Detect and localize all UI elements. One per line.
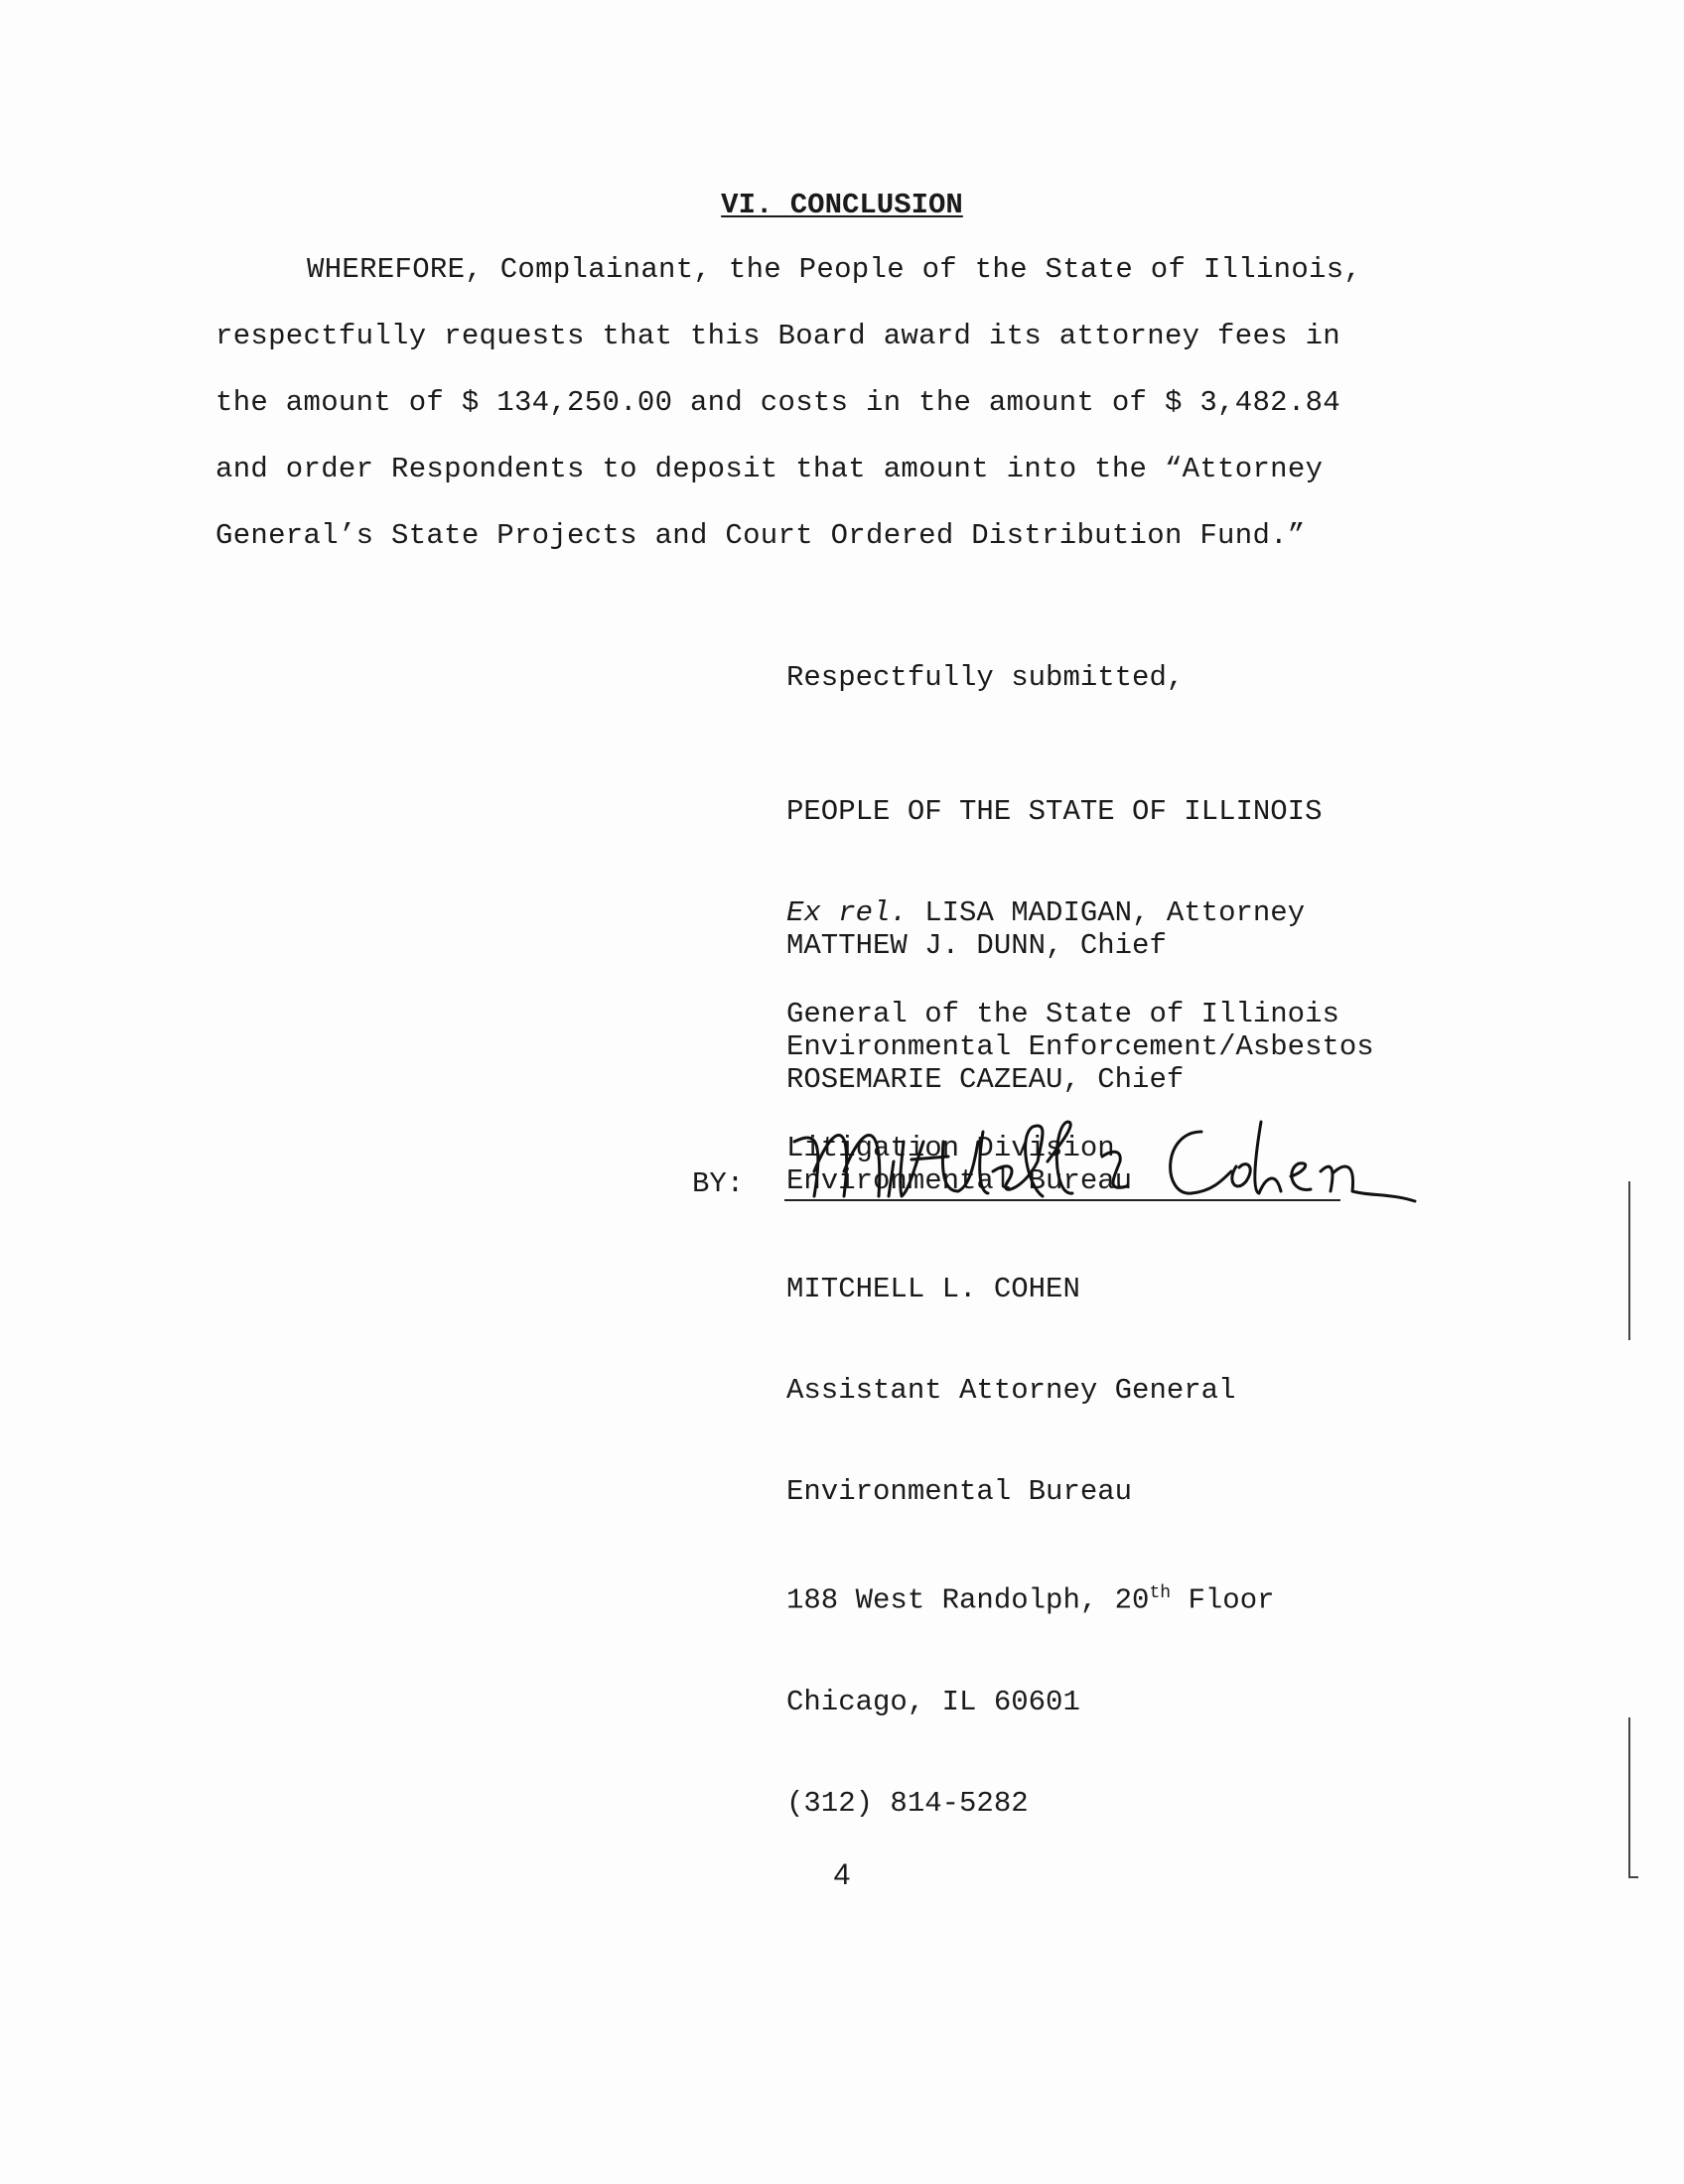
paragraph-line-4: and order Respondents to deposit that amount into the “Attorney (215, 453, 1324, 485)
signer-block (786, 1205, 1275, 1888)
party-line-2-rest: LISA MADIGAN, Attorney (907, 896, 1306, 929)
address-sup: th (1149, 1583, 1172, 1603)
signer-phone: (312) 814-5282 (786, 1786, 1029, 1820)
paragraph-line-2: respectfully requests that this Board award its attorney fees in (215, 320, 1340, 352)
closing: Respectfully submitted, (786, 661, 1185, 694)
section-heading: VI. CONCLUSION (721, 189, 963, 221)
chief1-line-3: Litigation Division (786, 1132, 1115, 1164)
margin-scan-mark (1628, 1181, 1630, 1340)
handwritten-signature (784, 1102, 1420, 1221)
signer-city: Chicago, IL 60601 (786, 1685, 1080, 1718)
paragraph-line-1: WHEREFORE, Complainant, the People of the State of Illinois, (307, 253, 1362, 286)
party-line-3: General of the State of Illinois (786, 998, 1339, 1030)
chief1-name: MATTHEW J. DUNN, Chief (786, 929, 1167, 962)
chief2-line-2: Environmental Bureau (786, 1164, 1133, 1197)
page-number: 4 (833, 1858, 851, 1891)
signer-name: MITCHELL L. COHEN (786, 1273, 1080, 1305)
address-post: Floor (1171, 1583, 1275, 1617)
by-label: BY: (692, 1167, 745, 1200)
paragraph-line-3: the amount of $ 134,250.00 and costs in the amount of $ 3,482.84 (215, 386, 1340, 419)
margin-scan-mark (1628, 1717, 1638, 1878)
party-line-1: PEOPLE OF THE STATE OF ILLINOIS (786, 795, 1323, 828)
paragraph-line-5: General’s State Projects and Court Ordered Distribution Fund.” (215, 519, 1306, 552)
signer-address (786, 1576, 1275, 1618)
address-pre: 188 West Randolph, 20 (786, 1583, 1150, 1617)
chief1-line-2: Environmental Enforcement/Asbestos (786, 1030, 1374, 1063)
signature-text: Mitchell L. Cohen (784, 1219, 795, 1220)
signature-line (784, 1199, 1340, 1201)
signer-bureau: Environmental Bureau (786, 1475, 1133, 1508)
signer-title: Assistant Attorney General (786, 1374, 1236, 1407)
ex-rel: Ex rel. (786, 896, 908, 929)
chief2-name: ROSEMARIE CAZEAU, Chief (786, 1063, 1185, 1096)
